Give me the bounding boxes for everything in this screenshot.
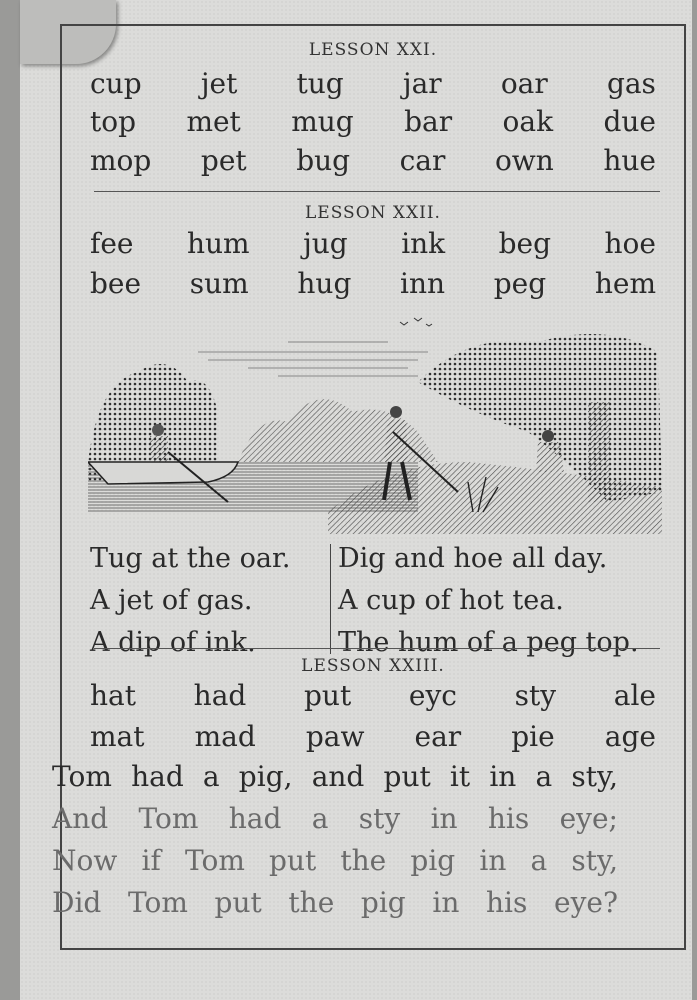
word: top bbox=[90, 105, 137, 138]
word-row bbox=[90, 678, 656, 714]
poem-line: Now if Tom put the pig in a sty, bbox=[52, 844, 618, 877]
word: car bbox=[399, 144, 446, 177]
word: bar bbox=[404, 105, 453, 138]
word: met bbox=[186, 105, 241, 138]
section-divider bbox=[94, 191, 660, 192]
poem bbox=[52, 756, 618, 924]
word: mop bbox=[90, 144, 152, 177]
sentence: Tug at the oar. bbox=[90, 543, 291, 574]
word: jug bbox=[303, 227, 348, 260]
lesson-title: LESSON XXI. bbox=[308, 40, 438, 60]
word: had bbox=[193, 679, 247, 712]
word-row bbox=[90, 226, 656, 262]
distant-trees bbox=[238, 399, 438, 462]
word: hum bbox=[186, 227, 250, 260]
sentence: Dig and hoe all day. bbox=[338, 543, 608, 574]
word: oak bbox=[502, 105, 554, 138]
poem-line: And Tom had a sty in his eye; bbox=[52, 802, 618, 835]
column-divider bbox=[330, 544, 331, 654]
poem-line: Did Tom put the pig in his eye? bbox=[52, 886, 618, 919]
word: fee bbox=[90, 227, 134, 260]
word: gas bbox=[606, 67, 656, 100]
word: hat bbox=[90, 679, 136, 712]
word: age bbox=[604, 720, 656, 753]
sentence: A cup of hot tea. bbox=[338, 585, 564, 616]
lesson-title: LESSON XXII. bbox=[305, 203, 441, 223]
sentence: The hum of a peg top. bbox=[338, 627, 639, 658]
lesson-title: LESSON XXIII. bbox=[301, 656, 445, 676]
man-head bbox=[390, 406, 402, 418]
word-row bbox=[90, 66, 656, 102]
word: inn bbox=[400, 267, 446, 300]
word: own bbox=[494, 144, 554, 177]
river-scene-illustration bbox=[88, 312, 662, 534]
section-divider bbox=[94, 648, 660, 649]
word-row bbox=[90, 104, 656, 140]
word: jar bbox=[402, 67, 442, 100]
word: cup bbox=[90, 67, 142, 100]
lesson-sentences bbox=[90, 538, 664, 662]
word: pet bbox=[200, 144, 247, 177]
sentence: A dip of ink. bbox=[90, 627, 256, 658]
word: hem bbox=[594, 267, 656, 300]
word: beg bbox=[498, 227, 552, 260]
word: paw bbox=[305, 720, 365, 753]
rower-head bbox=[152, 424, 164, 436]
word-row bbox=[90, 719, 656, 755]
man-body bbox=[384, 420, 408, 462]
word: mug bbox=[291, 105, 354, 138]
sentences-right-column bbox=[338, 538, 668, 664]
rowboat bbox=[88, 462, 238, 484]
seated-figure-body bbox=[536, 442, 564, 472]
word: ale bbox=[613, 679, 656, 712]
word: oar bbox=[500, 67, 548, 100]
poem-line: Tom had a pig, and put it in a sty, bbox=[52, 760, 618, 793]
rower-body bbox=[150, 436, 168, 462]
word: bug bbox=[296, 144, 351, 177]
word: sum bbox=[189, 267, 249, 300]
word-row bbox=[90, 143, 656, 179]
word: ear bbox=[414, 720, 462, 753]
book-page bbox=[20, 0, 692, 1000]
seated-figure-head bbox=[542, 430, 554, 442]
word: bee bbox=[90, 267, 142, 300]
word: ink bbox=[401, 227, 446, 260]
word: mat bbox=[90, 720, 145, 753]
word: hug bbox=[297, 267, 352, 300]
word: eyc bbox=[408, 679, 457, 712]
word: pie bbox=[511, 720, 555, 753]
word: jet bbox=[200, 67, 238, 100]
sentence: A jet of gas. bbox=[90, 585, 253, 616]
sentences-left-column bbox=[90, 538, 322, 664]
word: peg bbox=[493, 267, 547, 300]
birds bbox=[400, 318, 432, 326]
word: due bbox=[603, 105, 656, 138]
word: put bbox=[303, 679, 352, 712]
word: hoe bbox=[604, 227, 656, 260]
word-row bbox=[90, 266, 656, 302]
word: sty bbox=[514, 679, 557, 712]
word: tug bbox=[296, 67, 344, 100]
sky-lines bbox=[198, 342, 428, 376]
word: mad bbox=[194, 720, 256, 753]
word: hue bbox=[603, 144, 656, 177]
